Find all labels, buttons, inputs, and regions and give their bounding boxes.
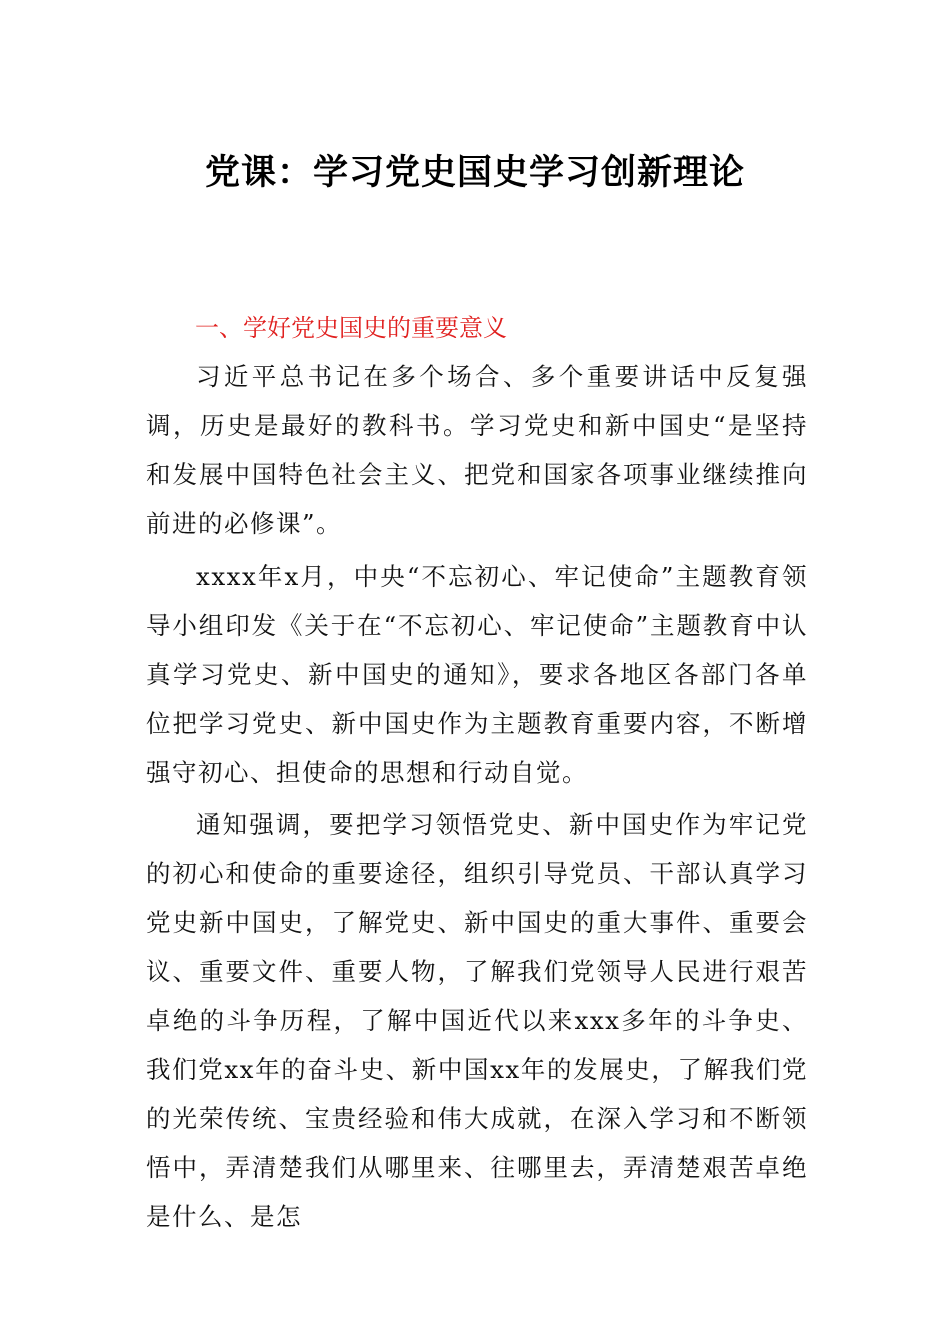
paragraph-3: 通知强调，要把学习领悟党史、新中国史作为牢记党的初心和使命的重要途径，组织引导党员、干部认真学习党史新中国史，了解党史、新中国史的重大事件、重要会议、重要文件、重要人物，了解我们党领导人民进行艰苦卓绝的斗争历程，了解中国近代以来xxx多年的斗争史、我们党xx年的奋斗史、新中国xx年的发展史，了解我们党的光荣传统、宝贵经验和伟大成就，在深入学习和不断领悟中，弄清楚我们从哪里来、往哪里去，弄清楚艰苦卓绝是什么、是怎	[146, 810, 808, 1231]
paragraph-2: xxxx年x月，中央“不忘初心、牢记使命”主题教育领导小组印发《关于在“不忘初心、牢记使命”主题教育中认真学习党史、新中国史的通知》，要求各地区各部门各单位把学习党史、新中国史作为主题教育重要内容，不断增强守初心、担使命的思想和行动自觉。	[146, 562, 808, 787]
paragraph-1: 习近平总书记在多个场合、多个重要讲话中反复强调，历史是最好的教科书。学习党史和新中国史“是坚持和发展中国特色社会主义、把党和国家各项事业继续推向前进的必修课”。	[146, 362, 808, 538]
document-title: 党课：学习党史国史学习创新理论	[204, 153, 745, 193]
section-heading: 一、学好党史国史的重要意义	[195, 314, 507, 342]
